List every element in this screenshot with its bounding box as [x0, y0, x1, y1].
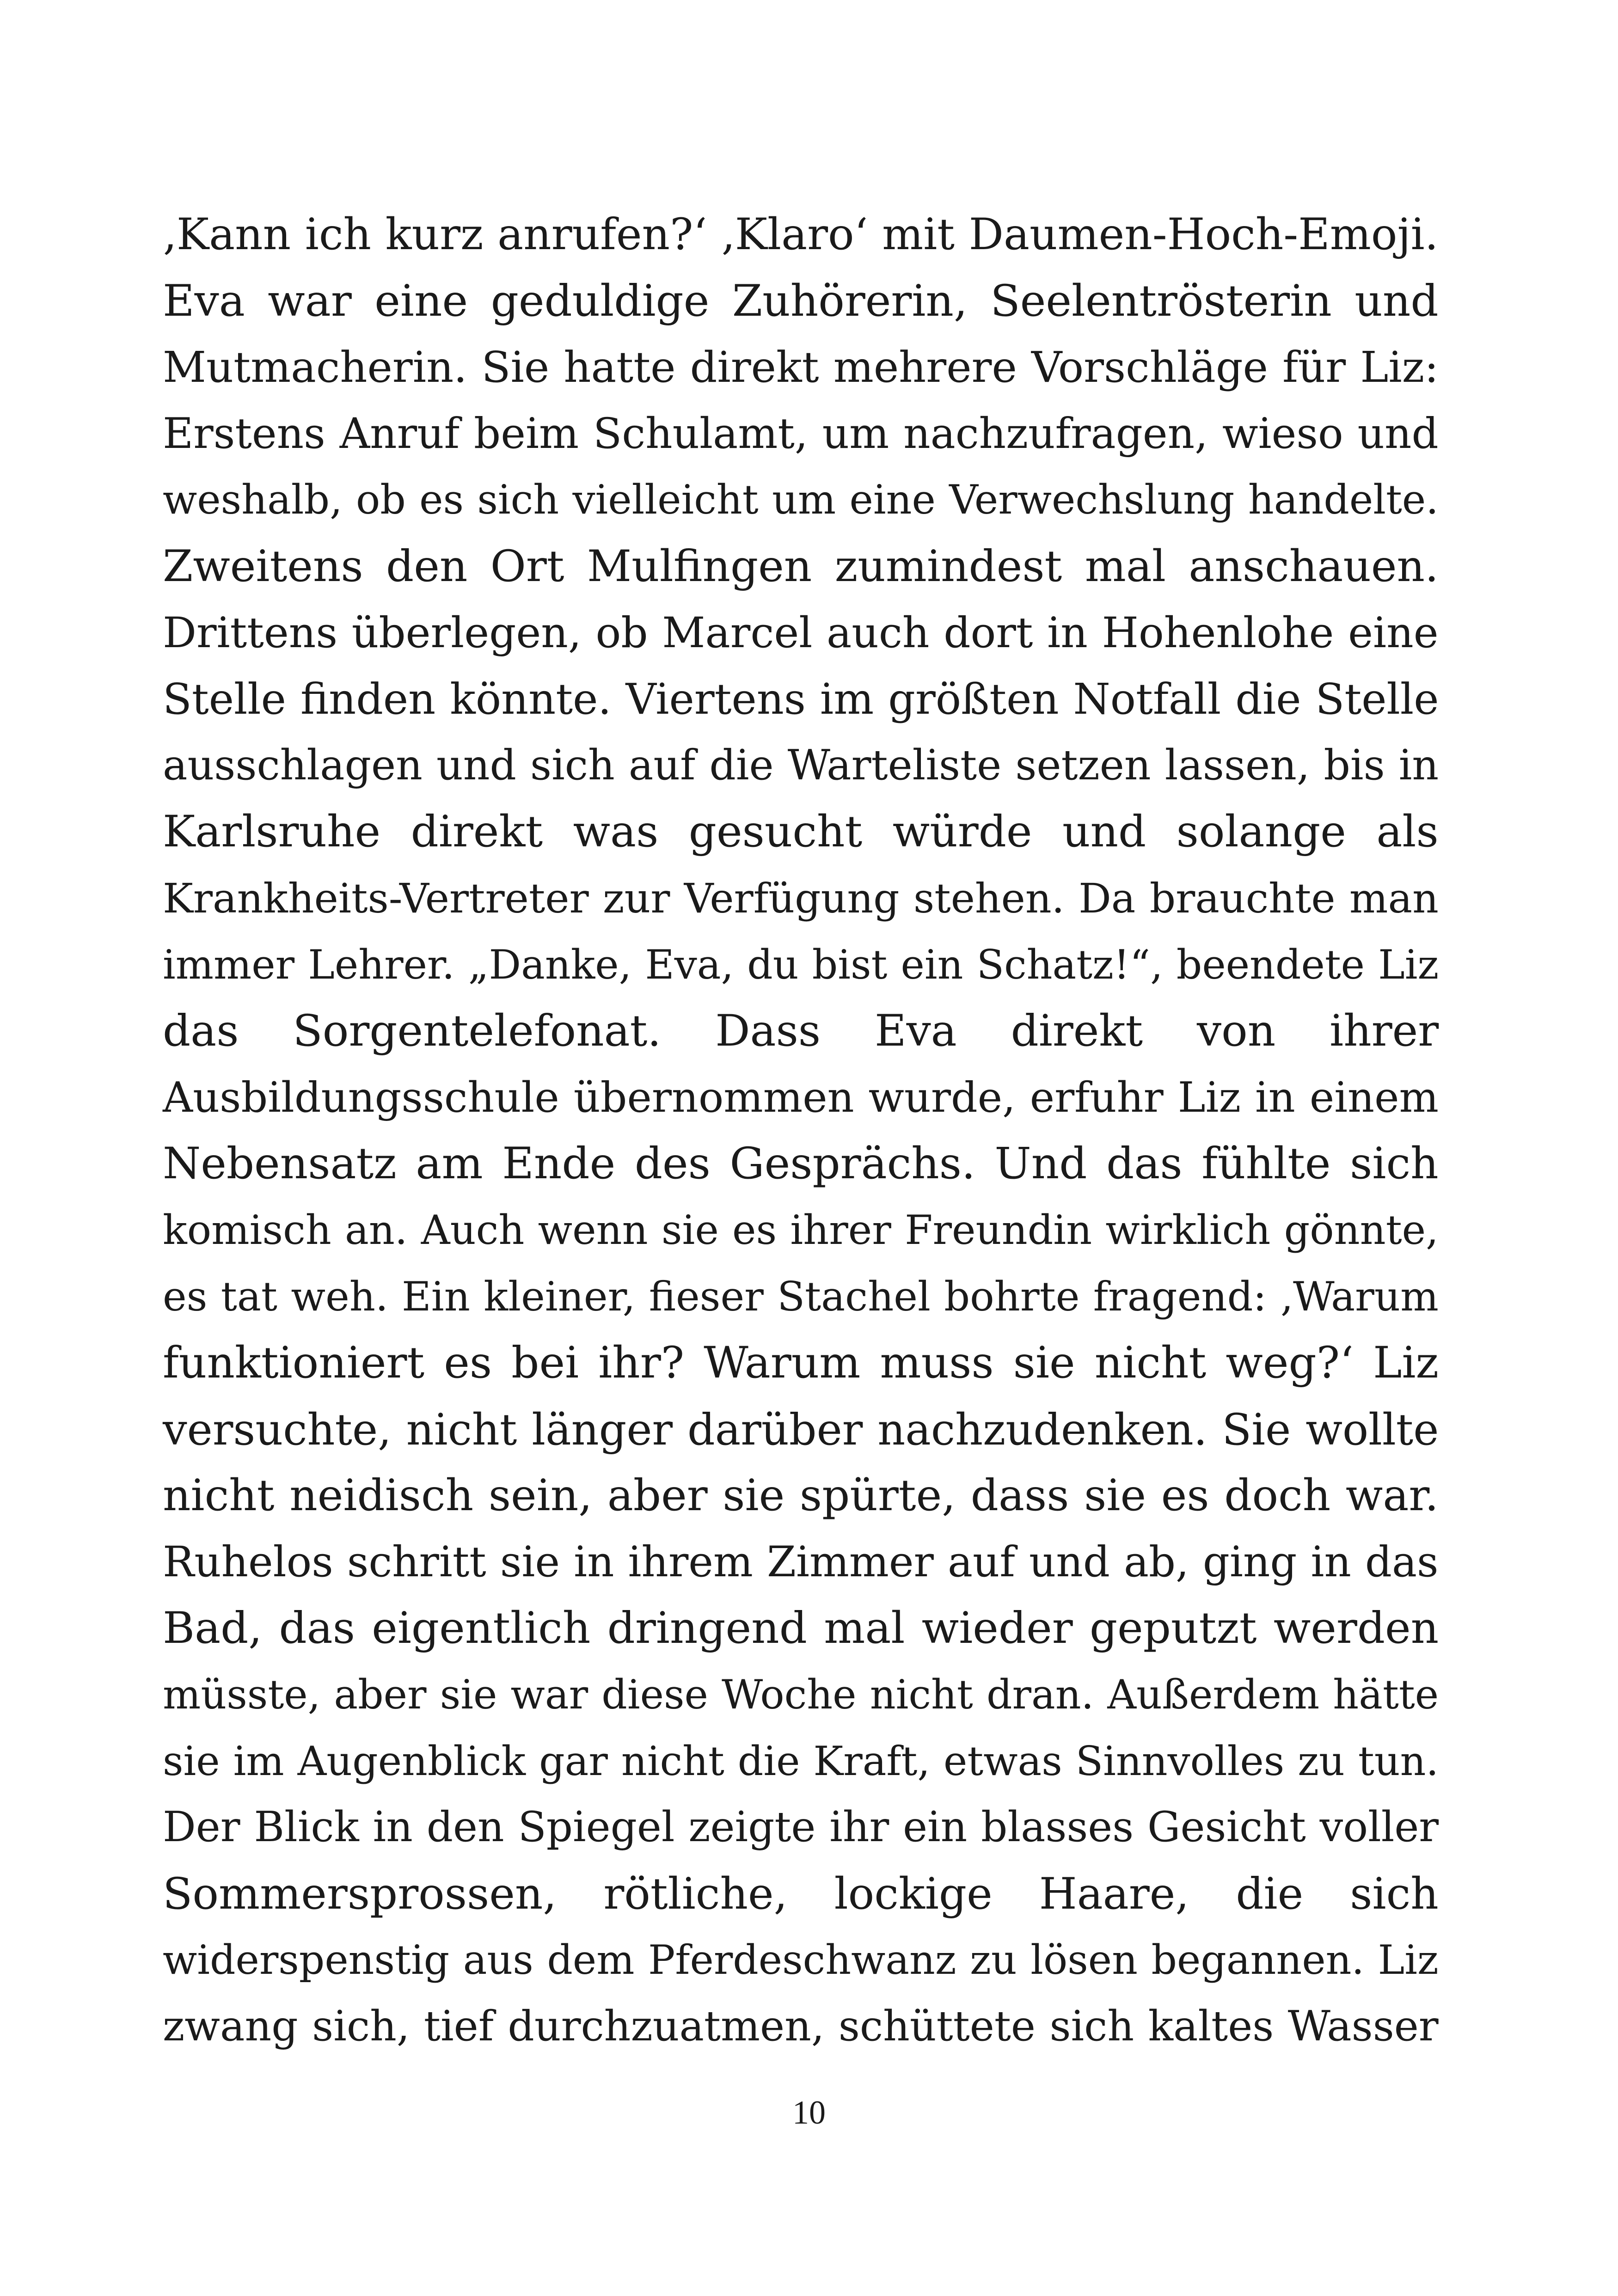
text-line: Ruhelos schritt sie in ihrem Zimmer auf und ab, ging in das — [163, 1537, 1439, 1586]
text-line: nicht neidisch sein, aber sie spürte, dass sie es doch war. — [163, 1470, 1439, 1521]
text-line: Sommersprossen, rötliche, lockige Haare, die sich — [163, 1868, 1439, 1919]
text-line: Nebensatz am Ende des Gesprächs. Und das fühlte sich — [163, 1139, 1439, 1189]
text-line: Karlsruhe direkt was gesucht würde und solange als — [163, 807, 1439, 857]
text-line: widerspenstig aus dem Pferdeschwanz zu lösen begannen. Liz — [163, 1937, 1439, 1984]
text-line: komisch an. Auch wenn sie es ihrer Freundin wirklich gönnte, — [163, 1206, 1439, 1254]
text-line: Bad, das eigentlich dringend mal wieder geputzt werden — [163, 1603, 1439, 1654]
text-line: zwang sich, tief durchzuatmen, schüttete sich kaltes Wasser — [163, 2002, 1439, 2051]
text-line: müsste, aber sie war diese Woche nicht dran. Außerdem hätte — [163, 1671, 1439, 1719]
text-line: ‚Kann ich kurz anrufen?‘ ‚Klaro‘ mit Daumen-Hoch-Emoji. — [163, 209, 1439, 260]
text-line: Mutmacherin. Sie hatte direkt mehrere Vorschläge für Liz: — [163, 343, 1439, 392]
body-text — [163, 202, 1439, 2060]
text-line: ausschlagen und sich auf die Warteliste setzen lassen, bis in — [163, 741, 1439, 790]
text-line: versuchte, nicht länger darüber nachzudenken. Sie wollte — [163, 1404, 1439, 1455]
text-line: Zweitens den Ort Mulfingen zumindest mal anschauen. — [163, 541, 1439, 592]
text-line: Der Blick in den Spiegel zeigte ihr ein blasses Gesicht voller — [163, 1803, 1439, 1852]
page-number: 10 — [792, 2094, 826, 2131]
text-line: weshalb, ob es sich vielleicht um eine Verwechslung handelte. — [163, 477, 1439, 524]
text-line: immer Lehrer. „Danke, Eva, du bist ein Schatz!“, beendete Liz — [163, 941, 1439, 988]
text-line: es tat weh. Ein kleiner, fieser Stachel bohrte fragend: ‚Warum — [163, 1273, 1439, 1320]
text-line: Drittens überlegen, ob Marcel auch dort in Hohenlohe eine — [163, 608, 1439, 657]
text-line: Ausbildungsschule übernommen wurde, erfuhr Liz in einem — [163, 1073, 1439, 1122]
text-line: Krankheits-Vertreter zur Verfügung stehen. Da brauchte man — [163, 874, 1439, 922]
text-line: sie im Augenblick gar nicht die Kraft, etwas Sinnvolles zu tun. — [163, 1738, 1439, 1785]
text-line: Erstens Anruf beim Schulamt, um nachzufragen, wieso und — [163, 409, 1439, 458]
text-line: Eva war eine geduldige Zuhörerin, Seelentrösterin und — [163, 276, 1439, 326]
text-line: funktioniert es bei ihr? Warum muss sie nicht weg?‘ Liz — [163, 1338, 1439, 1389]
text-line: das Sorgentelefonat. Dass Eva direkt von ihrer — [163, 1006, 1439, 1057]
text-line: Stelle finden könnte. Viertens im größten Notfall die Stelle — [163, 674, 1439, 724]
